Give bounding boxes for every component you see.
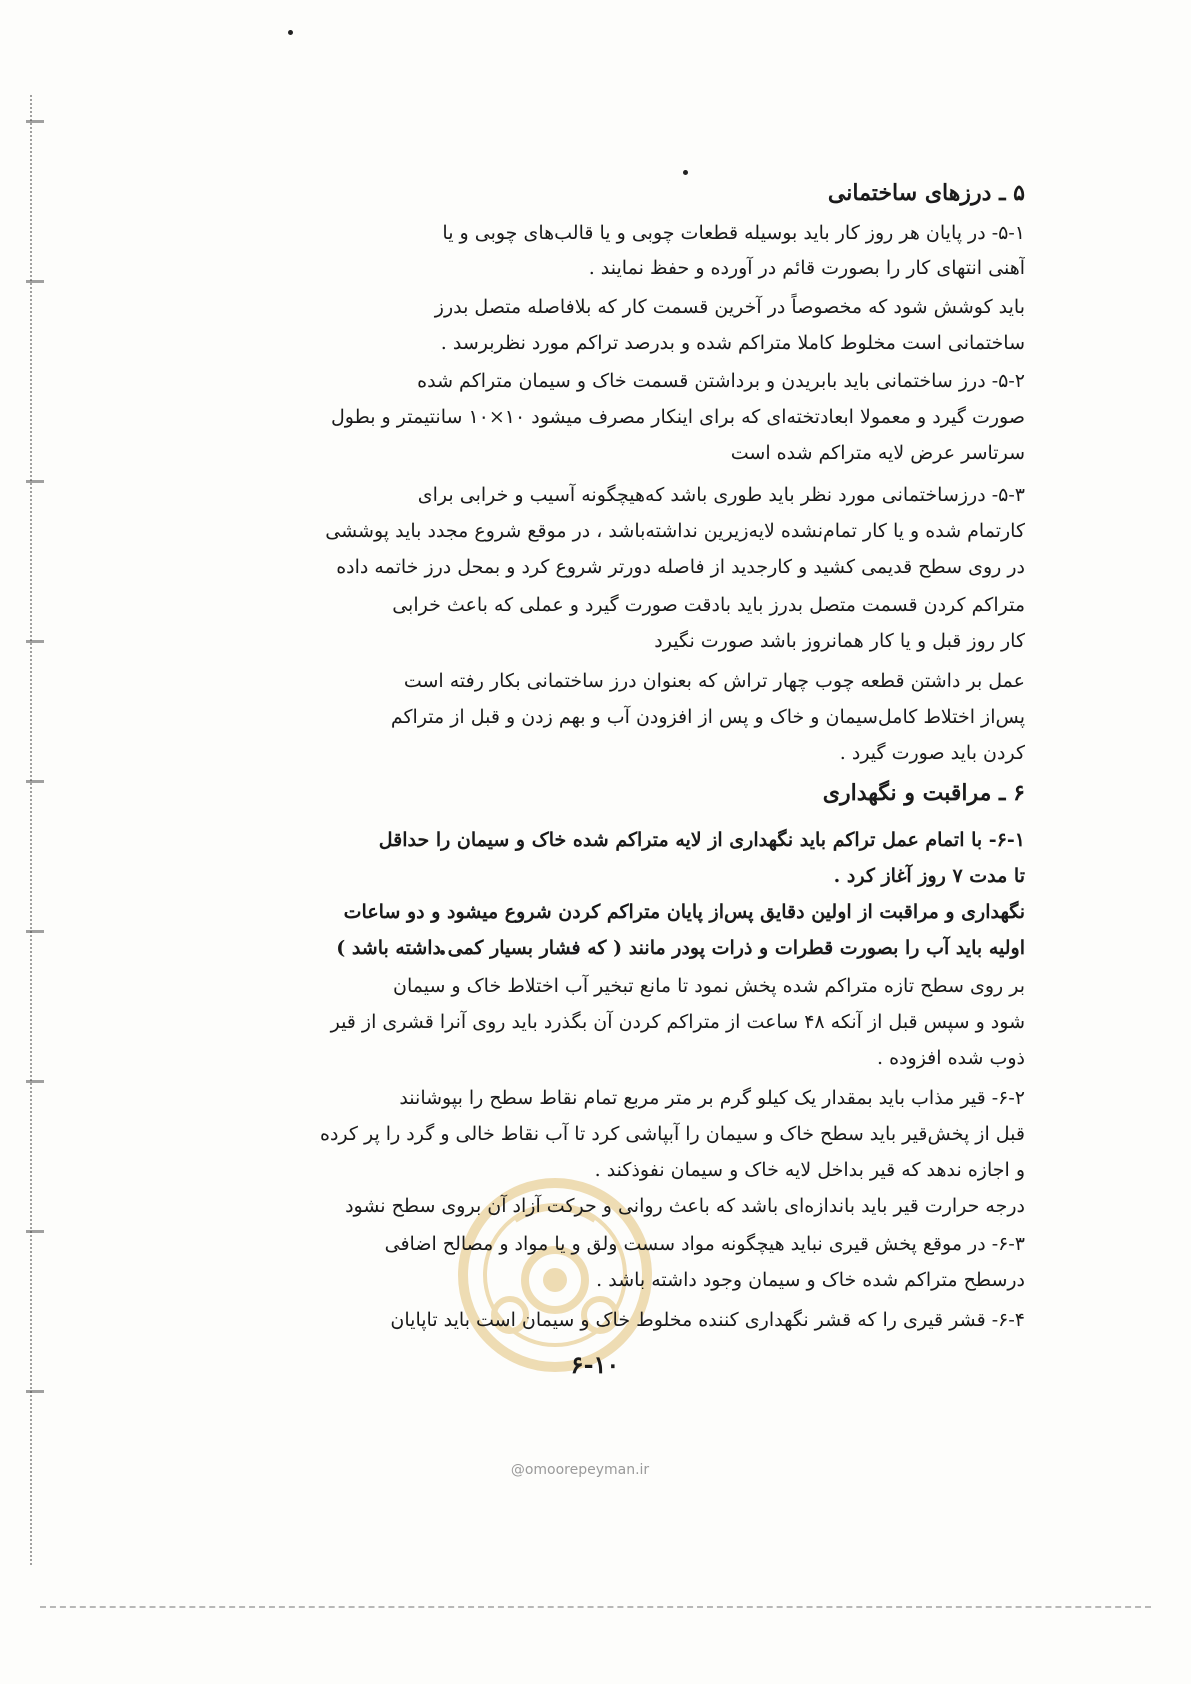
text-line: ساختمانی است مخلوط کاملا متراکم شده و بدرصد تراکم مورد نظربرسد . bbox=[440, 332, 1025, 354]
text-line: کار روز قبل و یا کار همانروز باشد صورت نگیرد bbox=[654, 630, 1025, 652]
text-line: ۵-۱- در پایان هر روز کار باید بوسیله قطعات چوبی و یا قالب‌های چوبی و یا bbox=[442, 222, 1025, 244]
text-line: آهنی انتهای کار را بصورت قائم در آورده و حفظ نمایند . bbox=[588, 257, 1025, 279]
text-line: قبل از پخش‌قیر باید سطح خاک و سیمان را آبپاشی کرد تا آب نقاط خالی و گرد را پر کرده bbox=[320, 1123, 1025, 1145]
text-line: ۵-۲- درز ساختمانی باید بابریدن و برداشتن قسمت خاک و سیمان متراکم شده bbox=[417, 370, 1025, 392]
scan-edge-mark bbox=[26, 280, 44, 283]
text-line: نگهداری و مراقبت از اولین دقایق پس‌از پایان متراکم کردن شروع میشود و دو ساعات bbox=[343, 901, 1025, 923]
text-line: ۶-۲- قیر مذاب باید بمقدار یک کیلو گرم بر متر مربع تمام نقاط سطح را بپوشانند bbox=[399, 1087, 1025, 1109]
scan-edge-mark bbox=[26, 1080, 44, 1083]
section-6-heading: ۶ ـ مراقبت و نگهداری bbox=[822, 780, 1025, 806]
text-line: باید کوشش شود که مخصوصاً در آخرین قسمت کار که بلافاصله متصل بدرز bbox=[434, 296, 1025, 318]
scan-speck bbox=[683, 170, 688, 175]
scan-left-border bbox=[30, 95, 38, 1565]
text-line: کردن باید صورت گیرد . bbox=[839, 742, 1025, 764]
text-line: سرتاسر عرض لایه متراکم شده است bbox=[730, 442, 1025, 464]
scan-edge-mark bbox=[26, 480, 44, 483]
text-line: درسطح متراکم شده خاک و سیمان وجود داشته باشد . bbox=[596, 1269, 1025, 1291]
text-line: ۶-۴- قشر قیری را که قشر نگهداری کننده مخلوط خاک و سیمان است باید تاپایان bbox=[390, 1309, 1025, 1331]
text-line: بر روی سطح تازه متراکم شده پخش نمود تا مانع تبخیر آب اختلاط خاک و سیمان bbox=[393, 975, 1025, 997]
text-line: کارتمام شده و یا کار تمام‌نشده لایه‌زیرین نداشته‌باشد ، در موقع شروع مجدد باید پوششی bbox=[325, 520, 1025, 542]
text-line: اولیه باید آب را بصورت قطرات و ذرات پودر مانند ( که فشار بسیار کمی داشته باشد ) bbox=[336, 937, 1025, 959]
scan-edge-mark bbox=[26, 1390, 44, 1393]
scan-edge-mark bbox=[26, 780, 44, 783]
watermark: @omoorepeyman.ir bbox=[510, 1462, 650, 1478]
text-line: و اجازه ندهد که قیر بداخل لایه خاک و سیمان نفوذکند . bbox=[594, 1159, 1025, 1181]
scan-speck bbox=[288, 30, 293, 35]
text-line: تا مدت ۷ روز آغاز کرد . bbox=[833, 865, 1025, 887]
scan-edge-mark bbox=[26, 930, 44, 933]
text-line: صورت گیرد و معمولا ابعادتخته‌ای که برای اینکار مصرف میشود ۱۰×۱۰ سانتیمتر و بطول bbox=[331, 406, 1025, 428]
text-line: متراکم کردن قسمت متصل بدرز باید بادقت صورت گیرد و عملی که باعث خرابی bbox=[392, 594, 1025, 616]
text-line: ۶-۳- در موقع پخش قیری نباید هیچگونه مواد سست ولق و یا مواد و مصالح اضافی bbox=[384, 1233, 1025, 1255]
text-line: درجه حرارت قیر باید باندازه‌ای باشد که باعث روانی و حرکت آزاد آن بروی سطح نشود bbox=[345, 1195, 1025, 1217]
text-line: پس‌از اختلاط کامل‌سیمان و خاک و پس از افزودن آب و بهم زدن و قبل از متراکم bbox=[390, 706, 1025, 728]
text-line: شود و سپس قبل از آنکه ۴۸ ساعت از متراکم کردن آن بگذرد باید روی آنرا قشری از قیر bbox=[330, 1011, 1025, 1033]
text-line: ۶-۱- با اتمام عمل تراکم باید نگهداری از لایه متراکم شده خاک و سیمان را حداقل bbox=[378, 829, 1025, 851]
text-line: ۵-۳- درزساختمانی مورد نظر باید طوری باشد که‌هیچگونه آسیب و خرابی برای bbox=[417, 484, 1025, 506]
text-line: ذوب شده افزوده . bbox=[877, 1047, 1025, 1069]
scan-bottom-border bbox=[40, 1606, 1151, 1610]
scan-edge-mark bbox=[26, 1230, 44, 1233]
page-number: ۶-۱۰ bbox=[570, 1350, 620, 1379]
scan-edge-mark bbox=[26, 120, 44, 123]
text-line: در روی سطح قدیمی کشید و کارجدید از فاصله دورتر شروع کرد و بمحل درز خاتمه داده bbox=[336, 556, 1025, 578]
text-line: عمل بر داشتن قطعه چوب چهار تراش که بعنوان درز ساختمانی بکار رفته است bbox=[403, 670, 1025, 692]
section-5-heading: ۵ ـ درزهای ساختمانی bbox=[827, 180, 1025, 206]
scan-edge-mark bbox=[26, 640, 44, 643]
